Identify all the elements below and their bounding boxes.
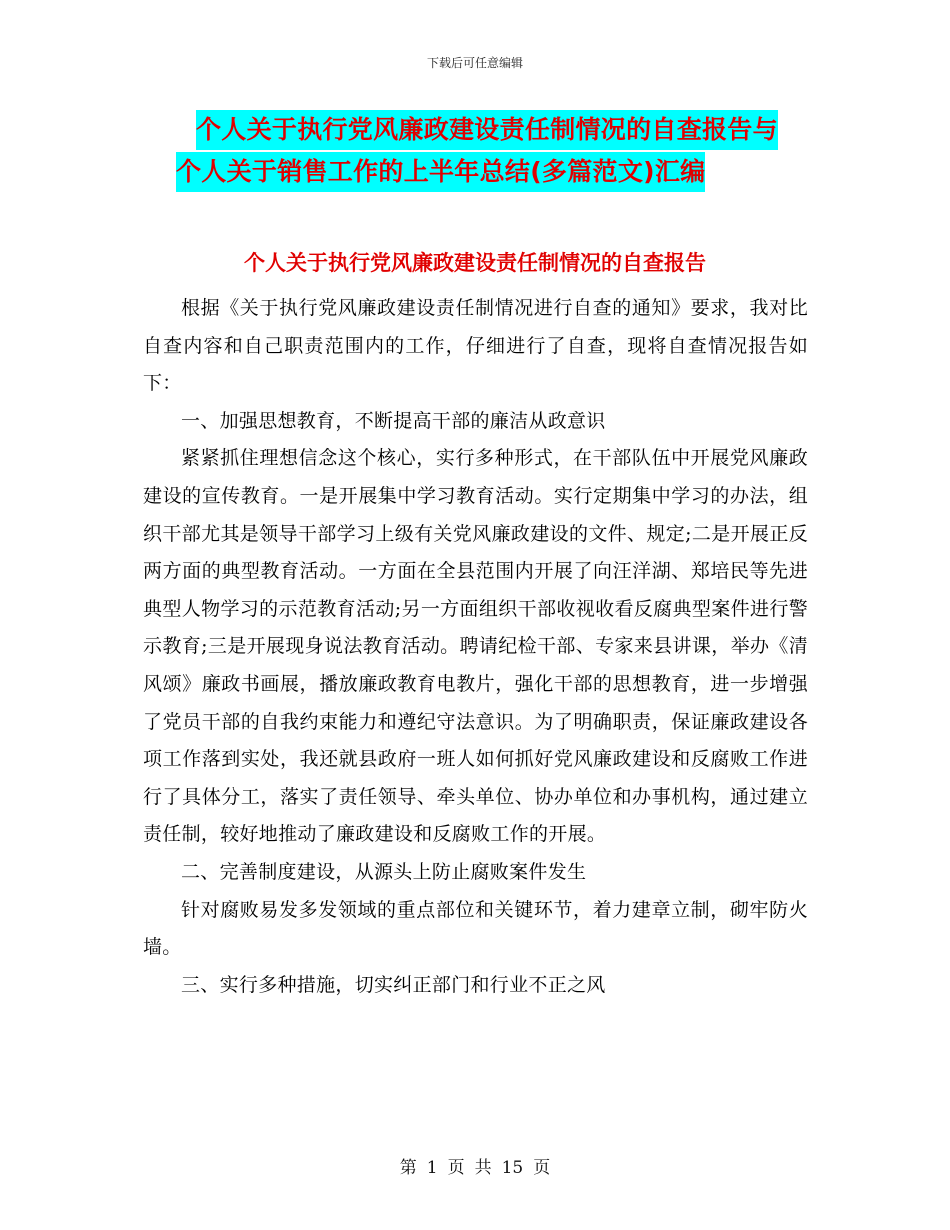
page-number: 1: [426, 1158, 438, 1178]
footer-total-unit: 页: [533, 1158, 551, 1178]
title-line-2: 个人关于销售工作的上半年总结(多篇范文)汇编: [176, 152, 705, 192]
section-title: 个人关于执行党风廉政建设责任制情况的自查报告: [244, 251, 706, 275]
paragraph-intro: 根据《关于执行党风廉政建设责任制情况进行自查的通知》要求，我对比自查内容和自己职责范围内的工作，仔细进行了自查，现将自查情况报告如下：: [143, 297, 808, 395]
header-note: 下载后可任意编辑: [426, 56, 523, 70]
heading-3: 三、实行多种措施，切实纠正部门和行业不正之风: [181, 973, 606, 996]
heading-1: 一、加强思想教育，不断提高干部的廉洁从政意识: [181, 409, 606, 432]
total-pages: 15: [501, 1158, 524, 1178]
footer-prefix: 第: [399, 1158, 417, 1178]
paragraph-2: 针对腐败易发多发领域的重点部位和关键环节，着力建章立制，砌牢防火墙。: [143, 898, 808, 959]
paragraph-1: 紧紧抓住理想信念这个核心，实行多种形式，在干部队伍中开展党风廉政建设的宣传教育。一是开展集中学习教育活动。实行定期集中学习的办法，组织干部尤其是领导干部学习上级有关党风廉政建设的文件、规定;二是开展正反两方面的典型教育活动。一方面在全县范围内开展了向汪洋湖、郑培民等先进典型人物学习的示范教育活动;另一方面组织干部收视收看反腐典型案件进行警示教育;三是开展现身说法教育活动。聘请纪检干部、专家来县讲课，举办《清风颂》廉政书画展，播放廉政教育电教片，强化干部的思想教育，进一步增强了党员干部的自我约束能力和遵纪守法意识。为了明确职责，保证廉政建设各项工作落到实处，我还就县政府一班人如何抓好党风廉政建设和反腐败工作进行了具体分工，落实了责任领导、牵头单位、协办单位和办事机构，通过建立责任制，较好地推动了廉政建设和反腐败工作的开展。: [143, 447, 808, 846]
title-line-1: 个人关于执行党风廉政建设责任制情况的自查报告与: [196, 110, 778, 150]
heading-2: 二、完善制度建设，从源头上防止腐败案件发生: [181, 860, 587, 883]
document-body: [143, 290, 808, 1004]
footer-page-unit: 页: [447, 1158, 465, 1178]
document-title: [176, 110, 830, 192]
page-footer: [0, 1153, 950, 1178]
footer-total-prefix: 共: [474, 1158, 492, 1178]
